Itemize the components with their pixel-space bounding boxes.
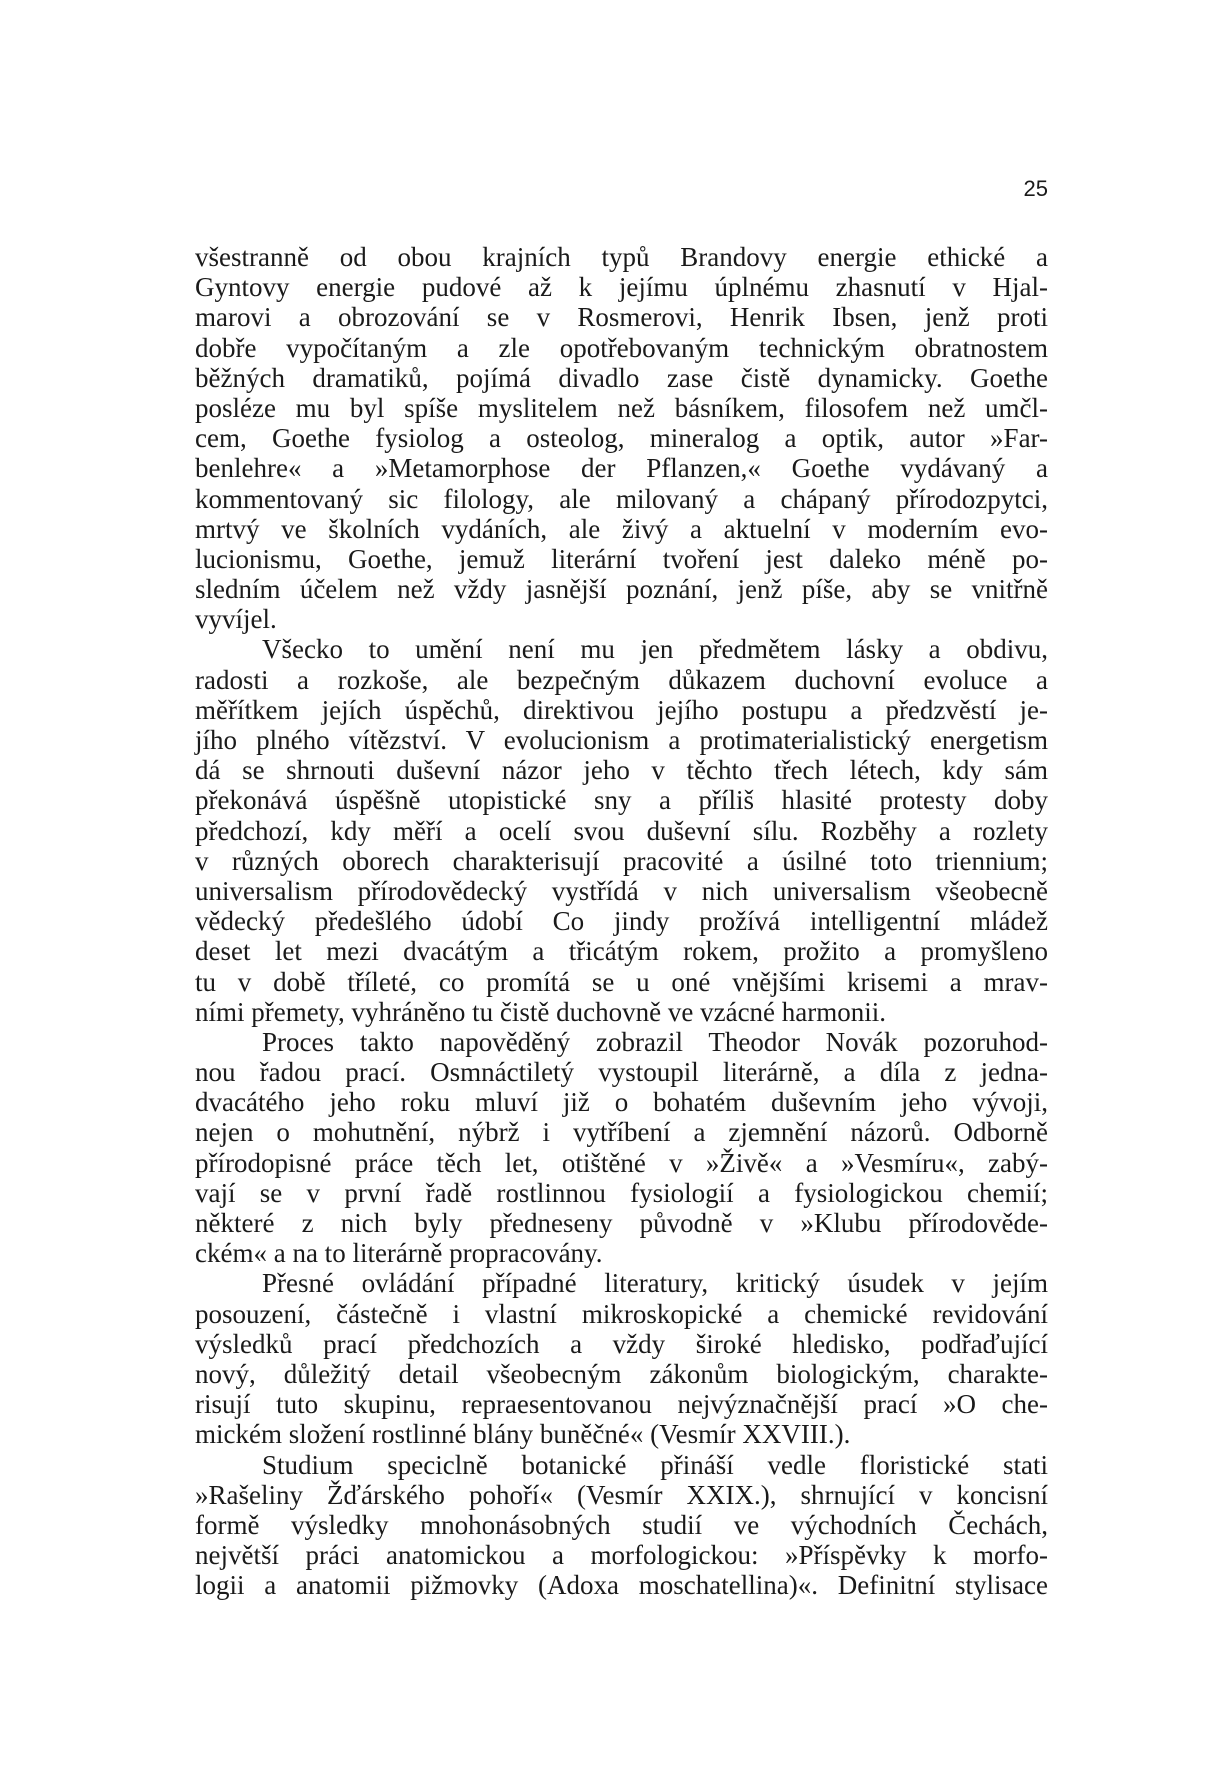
text-line: deset let mezi dvacátým a třicátým rokem, prožito a promyšleno (195, 936, 1048, 967)
text-line: formě výsledky mnohonásobných studií ve východních Čechách, (195, 1509, 1048, 1540)
text-line: marovi a obrozování se v Rosmerovi, Henrik Ibsen, jenž proti (195, 302, 1048, 333)
text-line: Gyntovy energie pudové až k jejímu úplnému zhasnutí v Hjal- (195, 272, 1048, 303)
text-line: ckém« a na to literárně propracovány. (195, 1238, 603, 1269)
text-line: mrtvý ve školních vydáních, ale živý a aktuelní v moderním evo- (195, 513, 1048, 544)
text-line: v různých oborech charakterisují pracovité a úsilné toto triennium; (195, 845, 1048, 876)
text-line: logii a anatomii pižmovky (Adoxa moschatellina)«. Definitní stylisace (195, 1570, 1048, 1601)
text-line: kommentovaný sic filology, ale milovaný a chápaný přírodozpytci, (195, 483, 1048, 514)
body-text (195, 242, 1048, 1600)
text-line: vají se v první řadě rostlinnou fysiologií a fysiologickou chemií; (195, 1177, 1048, 1208)
text-line: výsledků prací předchozích a vždy široké hledisko, podřaďující (195, 1328, 1048, 1359)
text-line: dobře vypočítaným a zle opotřebovaným technickým obratnostem (195, 332, 1048, 363)
text-line: měřítkem jejích úspěchů, direktivou jejího postupu a předzvěstí je- (195, 694, 1048, 725)
paragraph-1 (195, 242, 1048, 634)
text-line: předchozí, kdy měří a ocelí svou duševní sílu. Rozběhy a rozlety (195, 815, 1048, 846)
text-line: Přesné ovládání případné literatury, kritický úsudek v jejím (262, 1268, 1048, 1299)
paragraph-4 (195, 1268, 1048, 1449)
text-line: Proces takto napověděný zobrazil Theodor Novák pozoruhod- (262, 1026, 1048, 1057)
text-line: Studium speciclně botanické přináší vedle floristické stati (262, 1449, 1048, 1480)
text-line: přírodopisné práce těch let, otištěné v »Živě« a »Vesmíru«, zabý- (195, 1147, 1048, 1178)
text-line: nou řadou prací. Osmnáctiletý vystoupil literárně, a díla z jedna- (195, 1057, 1048, 1088)
text-line: ními přemety, vyhráněno tu čistě duchovně ve vzácné harmonii. (195, 996, 887, 1027)
paragraph-3 (195, 1027, 1048, 1269)
text-line: benlehre« a »Metamorphose der Pflanzen,« Goethe vydávaný a (195, 453, 1048, 484)
text-line: běžných dramatiků, pojímá divadlo zase čistě dynamicky. Goethe (195, 362, 1048, 393)
text-line: nejen o mohutnění, nýbrž i vytříbení a zjemnění názorů. Odborně (195, 1117, 1048, 1148)
text-line: překonává úspěšně utopistické sny a příliš hlasité protesty doby (195, 785, 1048, 816)
text-line: radosti a rozkoše, ale bezpečným důkazem duchovní evoluce a (195, 664, 1048, 695)
text-line: všestranně od obou krajních typů Brandovy energie ethické a (195, 242, 1048, 272)
text-line: nový, důležitý detail všeobecným zákonům biologickým, charakte- (195, 1358, 1048, 1389)
text-line: »Rašeliny Žďárského pohoří« (Vesmír XXIX.), shrnující v koncisní (195, 1479, 1048, 1510)
text-line: risují tuto skupinu, repraesentovanou nejvýznačnější prací »O che- (195, 1389, 1048, 1420)
paragraph-5 (195, 1450, 1048, 1601)
text-line: posouzení, částečně i vlastní mikroskopické a chemické revidování (195, 1298, 1048, 1329)
text-line: lucionismu, Goethe, jemuž literární tvoření jest daleko méně po- (195, 543, 1048, 574)
text-line: mickém složení rostlinné blány buněčné« (Vesmír XXVIII.). (195, 1419, 851, 1450)
page-number: 25 (1023, 176, 1048, 201)
text-line: největší práci anatomickou a morfologickou: »Příspěvky k morfo- (195, 1540, 1048, 1571)
text-line: vyvíjel. (195, 604, 277, 635)
text-line: cem, Goethe fysiolog a osteolog, mineralog a optik, autor »Far- (195, 423, 1048, 454)
text-line: Všecko to umění není mu jen předmětem lásky a obdivu, (262, 634, 1048, 665)
text-line: sledním účelem než vždy jasnější poznání, jenž píše, aby se vnitřně (195, 574, 1048, 605)
text-line: posléze mu byl spíše myslitelem než básníkem, filosofem než umčl- (195, 392, 1048, 423)
text-line: tu v době tříleté, co promítá se u oné vnějšími krisemi a mrav- (195, 966, 1048, 997)
text-line: některé z nich byly předneseny původně v »Klubu přírodověde- (195, 1208, 1048, 1238)
text-line: dvacátého jeho roku mluví již o bohatém duševním jeho vývoji, (195, 1087, 1048, 1118)
text-line: vědecký předešlého údobí Co jindy prožívá intelligentní mládež (195, 906, 1048, 937)
text-line: universalism přírodovědecký vystřídá v nich universalism všeobecně (195, 875, 1048, 906)
text-line: dá se shrnouti duševní názor jeho v těchto třech létech, kdy sám (195, 755, 1048, 786)
paragraph-2 (195, 634, 1048, 1026)
text-line: jího plného vítězství. V evolucionism a protimaterialistický energetism (195, 725, 1048, 755)
